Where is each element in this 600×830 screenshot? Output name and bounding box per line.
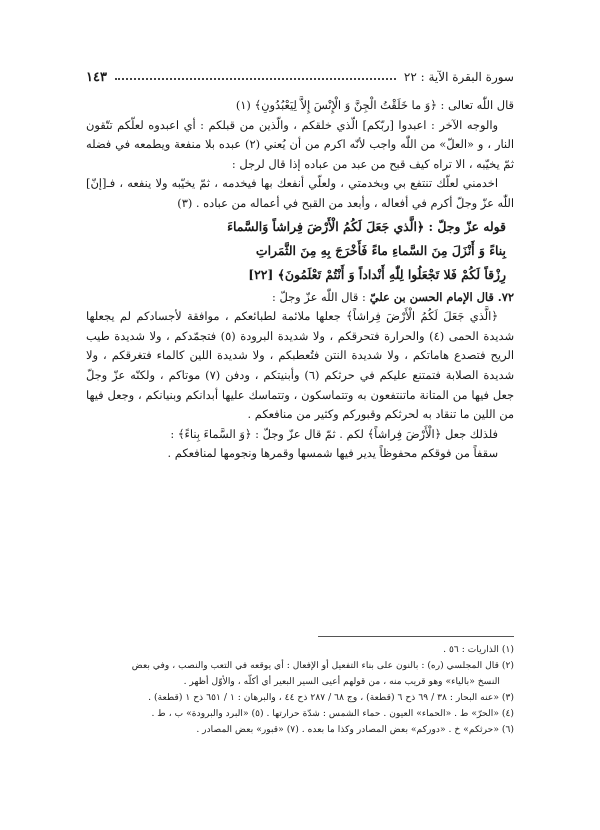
paragraph-servant-analogy: اخدمني لعلّك تنتفع بي وبخدمتي ، ولعلّي أنفعك بها فيخدمه ، ثمّ يخيّبه ولا ينفعه ، فـ[إنّ] اللّٰه عزّ وجلّ أكرم في أفعاله ، وأبعد من القبح في أعماله من عباده . (٣) bbox=[86, 176, 514, 210]
running-title: سورة البقرة الآية : ٢٢ bbox=[403, 70, 514, 84]
hadith-heading-rest: : قال اللّٰه عزّ وجلّ : bbox=[272, 289, 366, 304]
footnote-4-5: (٤) «الحرّ» ط . «الحماء» العيون . حماء الشمس : شدّة حرارتها . (٥) «البرد والبرودة» ب ، ط . bbox=[151, 708, 514, 719]
paragraph-roof: سقفاً من فوقكم محفوظاً يدير فيها شمسها وقمرها ونجومها لمنافعكم . bbox=[167, 446, 498, 461]
verse-line-2: بِناءً وَ أَنْزَلَ مِنَ السَّماءِ ماءً فَأَخْرَجَ بِهِ مِنَ الثَّمَراتِ bbox=[255, 242, 506, 258]
footnotes bbox=[86, 642, 514, 738]
footnote-6-7: (٦) «حرثكم» خ . «دوركم» بعض المصادر وكذا ما بعده . (٧) «قبور» بعض المصادر . bbox=[196, 724, 514, 735]
main-text bbox=[86, 96, 514, 464]
footnote-3: (٣) «عنه البحار : ٣٨ / ٦٩ ذح ٦ (قطعة) ، وج ٦٨ / ٢٨٧ ذح ٤٤ ، والبرهان : ١ / ٦٥١ ذح ١ (قطعة) . bbox=[148, 692, 514, 703]
hadith-heading-number: ٧٢. قال الإمام الحسن بن عليّ bbox=[369, 289, 514, 304]
page-number: ١٤٣ bbox=[86, 69, 107, 85]
hadith-heading bbox=[86, 288, 514, 308]
quran-quote-line: قال اللّٰه تعالى : ﴿وَ ما خَلَقْتُ الْجِنَّ وَ الْإِنْسَ إِلاَّ لِيَعْبُدُونِ﴾ (١) bbox=[235, 98, 514, 112]
paragraph-sky-building: فلذلك جعل ﴿الْأَرْضَ فِراشاً﴾ لكم . ثمّ قال عزّ وجلّ : ﴿وَ السَّماءَ بِناءً﴾ : bbox=[170, 426, 498, 441]
footnote-2-continued: النسخ «بالياء» وهو قريب منه ، من قولهم أعيى السير البعير أي أكلّه ، والأوّل أظهر . bbox=[183, 676, 500, 687]
footnote-1: (١) الذاريات : ٥٦ . bbox=[443, 644, 514, 655]
paragraph-earth-bed: ﴿الَّذي جَعَلَ لَكُمُ الْأَرْضَ فِراشاً﴾ جعلها ملائمة لطبائعكم ، موافقة لأجسادكم لم يجعلها شديدة الحمى (٤) والحرارة فتحرقكم ، ولا شديدة البرودة (٥) فتجمّدكم ، ولا شديدة طيب الريح فتصدع هاماتكم ، ولا شديدة النتن فتُعطبكم ، ولا شديدة اللين كالماء فتغرقكم ، ولا شديدة الصلابة فتمتنع عليكم في حرثكم (٦) وأبنيتكم ، ودفن (٧) موتاكم ، ولكنّه عزّ وجلّ جعل فيها من المتانة ماتنتفعون به وتتماسكون ، وتتماسك عليها أبدانكم وبنيانكم ، وجعل فيها من اللين ما تنقاد به لحرثكم وقبوركم وكثير من منافعكم . bbox=[86, 309, 514, 422]
verse-line-1: قوله عزّ وجلّ : ﴿الَّذي جَعَلَ لَكُمُ الْأَرْضَ فِراشاً وَالسَّماءَ bbox=[227, 218, 506, 234]
verse-line-3: رِزْقاً لَكُمْ فَلا تَجْعَلُوا لِلّٰهِ أَنْداداً وَ أَنْتُمْ تَعْلَمُونَ﴾ [٢٢] bbox=[248, 266, 506, 282]
paragraph-other-view: والوجه الآخر : اعبدوا [ربّكم] الّذي خلقكم ، والّذين من قبلكم : أي اعبدوه لعلّكم تتّقون النار ، و «العلّ» من اللّٰه واجب لأنّه اكرم من أن يُعني (٢) عبده بلا منفعة ويطمعه في فضله ثمّ يخيّبه ، الا تراه كيف قبح من عبد من عباده إذا قال لرجل : bbox=[86, 117, 514, 171]
footnote-2: (٢) قال المجلسي (ره) : بالنون على بناء التفعيل أو الإفعال : أي يوقعه في التعب والنصب ، وفي بعض bbox=[131, 660, 514, 671]
footnote-separator bbox=[318, 636, 514, 637]
page-header bbox=[86, 66, 514, 88]
header-dotted-rule bbox=[115, 78, 396, 80]
